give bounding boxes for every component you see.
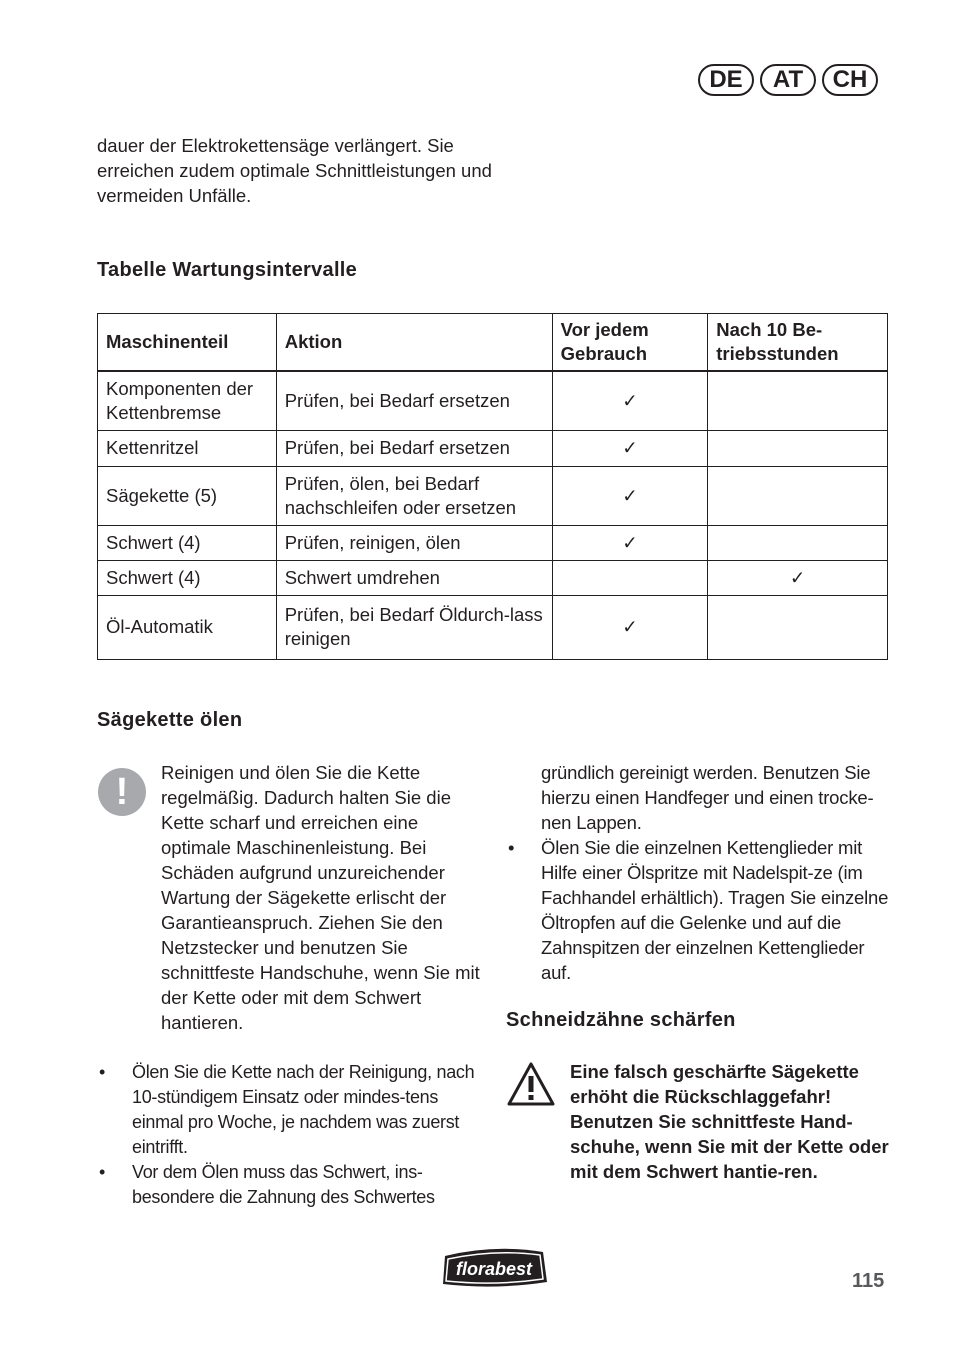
maintenance-table: [97, 313, 888, 660]
table-row: [98, 560, 888, 595]
table-row: [98, 466, 888, 525]
cell-before-use: [552, 560, 708, 595]
logo-text: florabest: [455, 1259, 533, 1279]
column-header-action: Aktion: [276, 314, 552, 372]
cell-part: Kettenritzel: [98, 430, 277, 466]
list-item: • Vor dem Ölen muss das Schwert, ins-besondere die Zahnung des Schwertes: [97, 1160, 482, 1210]
lang-badge-de: DE: [698, 64, 754, 96]
cell-before-use: ✓: [552, 525, 708, 560]
cell-part: Schwert (4): [98, 560, 277, 595]
language-badges: [698, 64, 878, 96]
cell-after-10h: [708, 466, 888, 525]
cell-before-use: ✓: [552, 466, 708, 525]
column-header-before-use: Vor jedem Gebrauch: [552, 314, 708, 372]
cell-action: Prüfen, ölen, bei Bedarf nachschleifen oder ersetzen: [276, 466, 552, 525]
table-row: [98, 371, 888, 430]
cell-part: Schwert (4): [98, 525, 277, 560]
warning-triangle-icon: [506, 1061, 556, 1107]
cell-after-10h: [708, 595, 888, 659]
cell-after-10h: [708, 371, 888, 430]
exclamation-icon: !: [98, 768, 146, 816]
oil-section-heading: Sägekette ölen: [97, 709, 243, 731]
cell-after-10h: [708, 430, 888, 466]
oil-note-paragraph: Reinigen und ölen Sie die Kette regelmäßig. Dadurch halten Sie die Kette scharf und erreichen eine optimale Maschinenleistung. Bei Schäden aufgrund unzureichender Wartung der Sägekette erlischt der Garantieanspruch. Ziehen Sie den Netzstecker und benutzen Sie schnittfeste Handschuhe, wenn Sie mit der Kette oder mit dem Schwert hantieren.: [161, 762, 480, 1033]
intro-paragraph: dauer der Elektrokettensäge verlängert. Sie erreichen zudem optimale Schnittleistungen und vermeiden Unfälle.: [97, 135, 492, 206]
cell-before-use: ✓: [552, 430, 708, 466]
cell-action: Prüfen, bei Bedarf ersetzen: [276, 430, 552, 466]
sharpen-warning-text: Eine falsch geschärfte Sägekette erhöht die Rückschlaggefahr! Benutzen Sie schnittfeste Hand-schuhe, wenn Sie mit der Kette oder mit dem Schwert hantie-ren.: [570, 1061, 889, 1182]
sharpen-section-heading: Schneidzähne schärfen: [506, 1009, 736, 1031]
cell-after-10h: [708, 525, 888, 560]
oil-continuation-paragraph: gründlich gereinigt werden. Benutzen Sie hierzu einen Handfeger und einen trocke-nen Lappen.: [541, 762, 874, 833]
page-number: 115: [852, 1270, 885, 1292]
cell-action: Prüfen, bei Bedarf Öldurch-lass reinigen: [276, 595, 552, 659]
florabest-logo: [439, 1244, 551, 1288]
oil-bullet-list: [97, 1060, 482, 1210]
cell-after-10h: ✓: [708, 560, 888, 595]
lang-badge-at: AT: [760, 64, 816, 96]
list-item: • Ölen Sie die Kette nach der Reinigung, nach 10-stündigem Einsatz oder mindes-tens einmal pro Woche, je nachdem was zuerst eintrifft.: [97, 1060, 482, 1160]
lang-badge-ch: CH: [822, 64, 878, 96]
table-heading: Tabelle Wartungsintervalle: [97, 259, 358, 281]
cell-part: Sägekette (5): [98, 466, 277, 525]
cell-part: Komponenten der Kettenbremse: [98, 371, 277, 430]
cell-action: Prüfen, reinigen, ölen: [276, 525, 552, 560]
cell-before-use: ✓: [552, 371, 708, 430]
table-row: [98, 430, 888, 466]
cell-before-use: ✓: [552, 595, 708, 659]
cell-action: Prüfen, bei Bedarf ersetzen: [276, 371, 552, 430]
column-header-part: Maschinenteil: [98, 314, 277, 372]
list-item: • Ölen Sie die einzelnen Kettenglieder mit Hilfe einer Ölspritze mit Nadelspit-ze (im Fachhandel erhältlich). Tragen Sie einzelne Öltropfen auf die Gelenke und auf die Zahnspitzen der einzelnen Kettenglieder auf.: [506, 835, 891, 985]
cell-part: Öl-Automatik: [98, 595, 277, 659]
table-header-row: [98, 314, 888, 372]
oil-bullet-list-right: [506, 835, 891, 985]
table-row: [98, 525, 888, 560]
cell-action: Schwert umdrehen: [276, 560, 552, 595]
table-row: [98, 595, 888, 659]
column-header-after-10h: Nach 10 Be-triebsstunden: [708, 314, 888, 372]
